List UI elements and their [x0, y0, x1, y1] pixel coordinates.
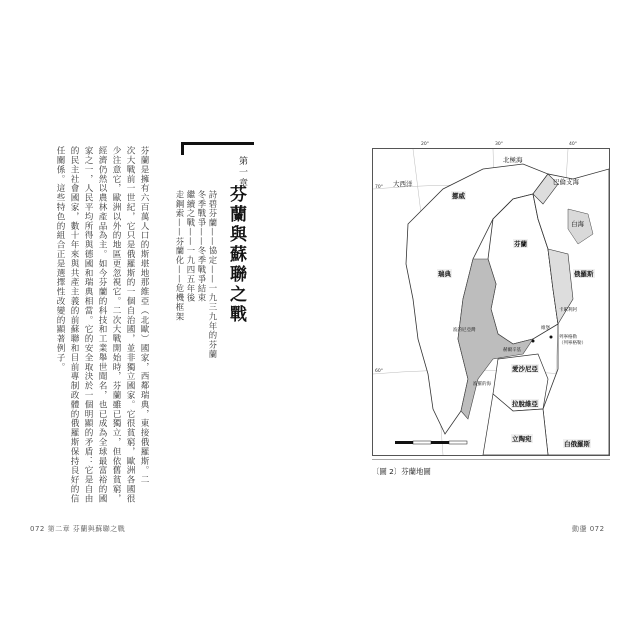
toc-line: 詩碧芬蘭——協定——一九三九年的芬蘭 — [208, 190, 218, 359]
map-graphic — [373, 149, 609, 455]
caption-rule — [372, 459, 610, 460]
coord-label: 20° — [421, 142, 429, 147]
body-column: 任關係。這些特色的組合正是選擇性改變的顯著例子。 — [55, 146, 65, 372]
body-column: 的民主社會國家，數十年來與共產主義的前蘇聯和目前專制政體的俄羅斯保持良好的信 — [69, 146, 79, 504]
label-white-sea: 白海 — [571, 220, 584, 228]
toc-line: 繼續之戰——一九四五年後 — [186, 190, 196, 303]
label-arctic: 北極海 — [503, 156, 523, 164]
coord-label: 70° — [375, 185, 383, 190]
label-karelia: 卡累利阿 — [559, 308, 577, 313]
coord-label: 60° — [375, 369, 383, 374]
label-belarus: 白俄羅斯 — [564, 440, 590, 448]
toc-line: 冬季戰爭——冬季戰爭結束 — [197, 190, 207, 303]
body-column: 家之一，人民平均所得與德國和瑞典相當。它的安全取決於一個明顯的矛盾：它是自由 — [83, 146, 93, 504]
label-st-petersburg: （列寧格勒） — [559, 341, 586, 346]
right-folio: 動盪 072 — [572, 525, 605, 533]
coord-label: 40° — [569, 142, 577, 147]
label-estonia: 愛沙尼亞 — [512, 365, 538, 373]
label-russia: 俄羅斯 — [574, 270, 594, 278]
label-leningrad: 列寧格勒 — [559, 335, 577, 340]
left-folio: 072 第二章 芬蘭與蘇聯之戰 — [30, 525, 126, 533]
coord-label: 30° — [495, 142, 503, 147]
body-column: 經濟仍然以農林產品為主。如今芬蘭的科技和工業舉世聞名，也已成為全球最富裕的國 — [97, 146, 107, 504]
chapter-label: 第一章 — [237, 156, 247, 189]
body-column: 芬蘭是擁有六百萬人口的斯堪地那維亞（北歐）國家，西鄰瑞典，東接俄羅斯。二 — [139, 146, 149, 485]
label-atlantic: 大西洋 — [393, 180, 413, 188]
label-gulf-bothnia: 波的尼亞灣 — [453, 328, 476, 333]
label-helsinki: 赫爾辛基 — [503, 348, 521, 353]
body-column: 次大戰前一世紀，它只是俄羅斯的一個自治國，並非獨立國家。它很貧窮，歐洲各國很 — [125, 146, 135, 504]
chapter-title: 芬蘭與蘇聯之戰 — [226, 185, 246, 325]
figure-caption: 〔圖 2〕芬蘭地圖 — [372, 467, 431, 476]
scale-bar — [395, 441, 467, 444]
label-sweden: 瑞典 — [438, 270, 451, 278]
chapter-bracket — [181, 142, 254, 155]
finland-map — [372, 142, 610, 456]
toc-line: 走鋼索——芬蘭化——危機框架 — [175, 190, 185, 322]
label-vyborg: 維堡 — [541, 326, 550, 331]
label-barents: 巴倫支海 — [553, 178, 579, 186]
label-baltic: 波羅的海 — [473, 382, 491, 387]
body-column: 少注意它，歐洲以外的地區更忽視它。二次大戰開始時，芬蘭雖已獨立，但依舊貧窮， — [111, 146, 121, 504]
label-finland: 芬蘭 — [514, 240, 527, 248]
label-lithuania: 立陶宛 — [512, 435, 532, 443]
label-latvia: 拉脫維亞 — [512, 400, 538, 408]
label-norway: 挪威 — [452, 192, 465, 200]
